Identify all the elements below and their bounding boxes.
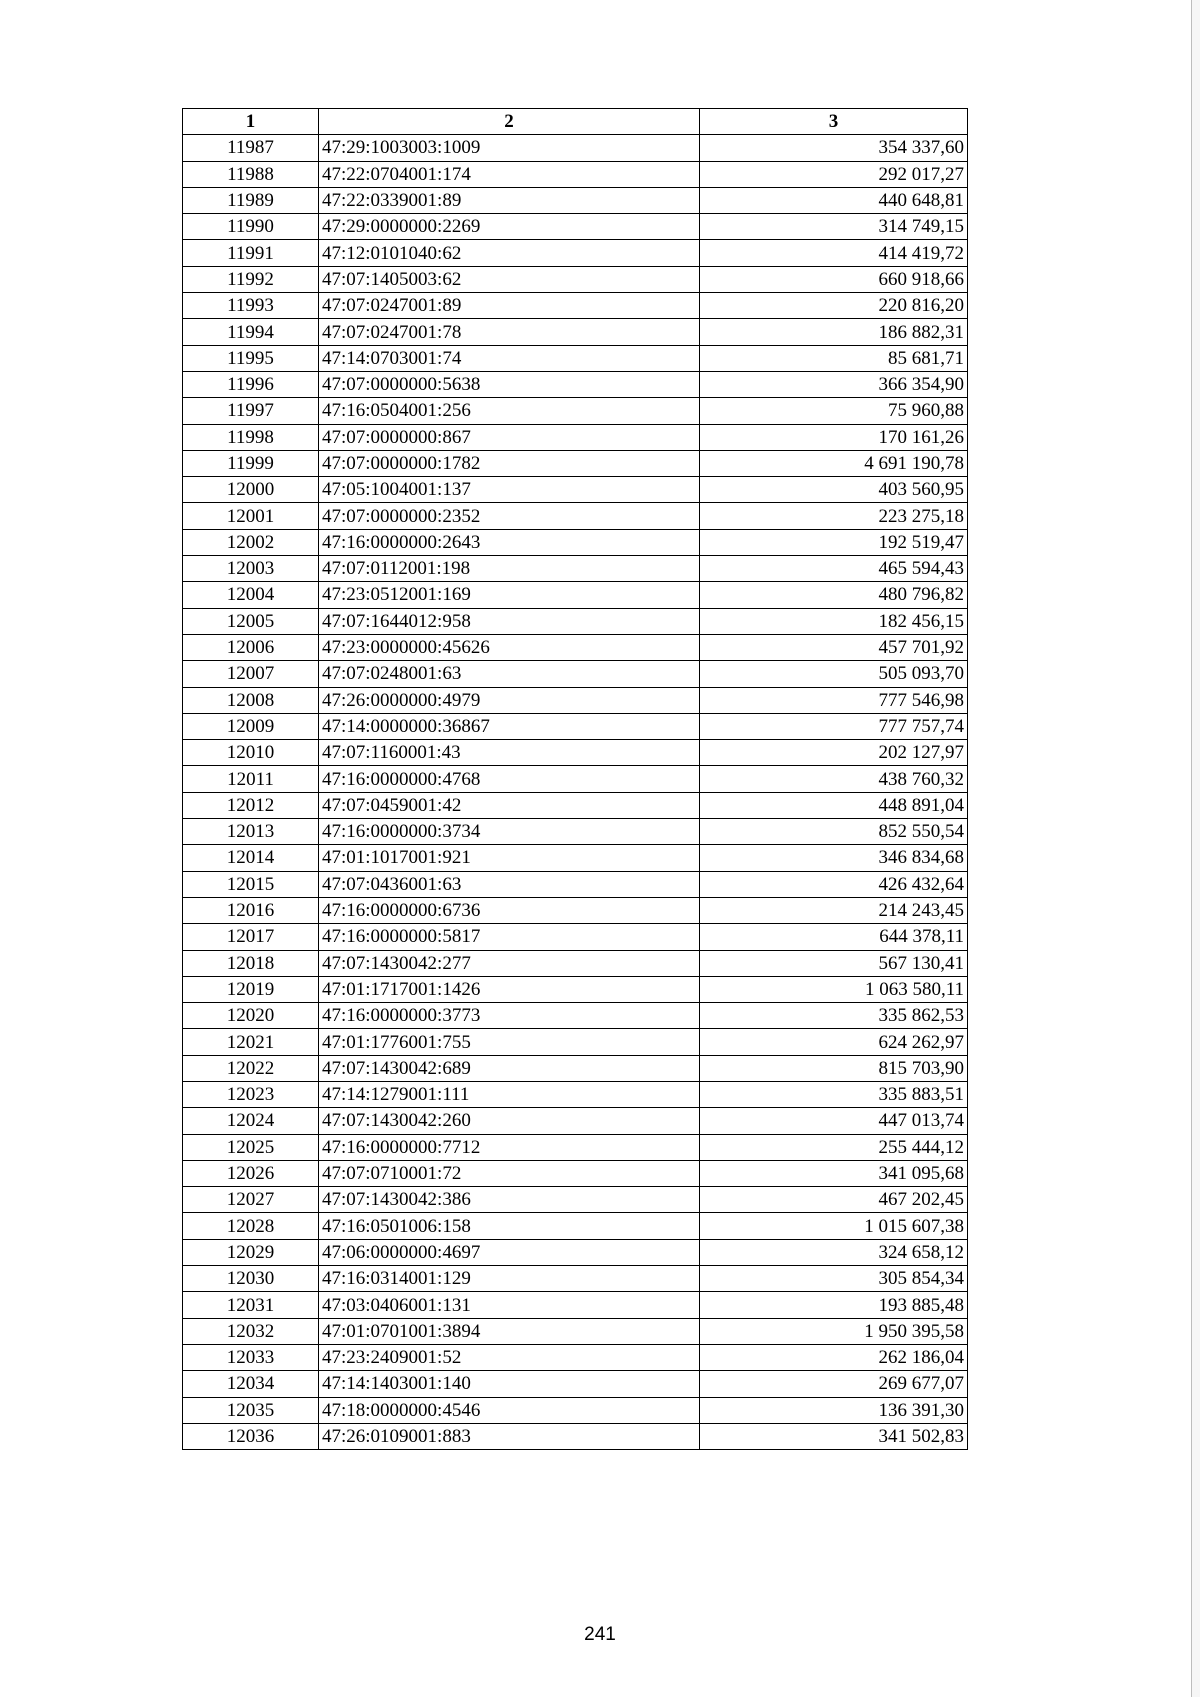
- row-number-cell: 11999: [183, 450, 319, 476]
- value-cell: 660 918,66: [700, 266, 968, 292]
- value-cell: 346 834,68: [700, 845, 968, 871]
- value-cell: 85 681,71: [700, 345, 968, 371]
- value-cell: 447 013,74: [700, 1108, 968, 1134]
- cadastral-number-cell: 47:12:0101040:62: [319, 240, 700, 266]
- cadastral-number-cell: 47:01:0701001:3894: [319, 1318, 700, 1344]
- table-row: [183, 214, 968, 240]
- cadastral-number-cell: 47:16:0000000:4768: [319, 766, 700, 792]
- table-row: [183, 1160, 968, 1186]
- cadastral-number-cell: 47:07:0248001:63: [319, 661, 700, 687]
- table-row: [183, 1318, 968, 1344]
- row-number-cell: 12032: [183, 1318, 319, 1344]
- value-cell: 335 862,53: [700, 1003, 968, 1029]
- value-cell: 438 760,32: [700, 766, 968, 792]
- row-number-cell: 12007: [183, 661, 319, 687]
- table-row: [183, 529, 968, 555]
- row-number-cell: 12001: [183, 503, 319, 529]
- value-cell: 624 262,97: [700, 1029, 968, 1055]
- table-row: [183, 1081, 968, 1107]
- table-header-row: [183, 109, 968, 135]
- row-number-cell: 12022: [183, 1055, 319, 1081]
- row-number-cell: 12019: [183, 976, 319, 1002]
- cadastral-number-cell: 47:07:0459001:42: [319, 792, 700, 818]
- value-cell: 852 550,54: [700, 819, 968, 845]
- value-cell: 214 243,45: [700, 897, 968, 923]
- cadastral-number-cell: 47:07:0000000:867: [319, 424, 700, 450]
- row-number-cell: 12017: [183, 924, 319, 950]
- value-cell: 354 337,60: [700, 135, 968, 161]
- row-number-cell: 12033: [183, 1344, 319, 1370]
- value-cell: 440 648,81: [700, 187, 968, 213]
- row-number-cell: 12013: [183, 819, 319, 845]
- row-number-cell: 11994: [183, 319, 319, 345]
- cadastral-number-cell: 47:16:0314001:129: [319, 1266, 700, 1292]
- cadastral-number-cell: 47:23:0000000:45626: [319, 634, 700, 660]
- cadastral-number-cell: 47:16:0000000:3773: [319, 1003, 700, 1029]
- table-row: [183, 1187, 968, 1213]
- cadastral-number-cell: 47:26:0109001:883: [319, 1423, 700, 1449]
- cadastral-number-cell: 47:16:0000000:5817: [319, 924, 700, 950]
- table-row: [183, 1344, 968, 1370]
- value-cell: 192 519,47: [700, 529, 968, 555]
- cadastral-number-cell: 47:07:1430042:260: [319, 1108, 700, 1134]
- table-row: [183, 1239, 968, 1265]
- cadastral-number-cell: 47:07:1430042:277: [319, 950, 700, 976]
- value-cell: 403 560,95: [700, 477, 968, 503]
- row-number-cell: 12018: [183, 950, 319, 976]
- table-row: [183, 976, 968, 1002]
- cadastral-number-cell: 47:16:0000000:7712: [319, 1134, 700, 1160]
- cadastral-number-cell: 47:14:0000000:36867: [319, 713, 700, 739]
- table-row: [183, 924, 968, 950]
- value-cell: 644 378,11: [700, 924, 968, 950]
- table-row: [183, 450, 968, 476]
- row-number-cell: 12000: [183, 477, 319, 503]
- value-cell: 305 854,34: [700, 1266, 968, 1292]
- value-cell: 815 703,90: [700, 1055, 968, 1081]
- cadastral-number-cell: 47:22:0704001:174: [319, 161, 700, 187]
- cadastral-number-cell: 47:07:1430042:689: [319, 1055, 700, 1081]
- cadastral-number-cell: 47:23:2409001:52: [319, 1344, 700, 1370]
- value-cell: 182 456,15: [700, 608, 968, 634]
- row-number-cell: 12034: [183, 1371, 319, 1397]
- table-row: [183, 398, 968, 424]
- value-cell: 1 063 580,11: [700, 976, 968, 1002]
- row-number-cell: 12016: [183, 897, 319, 923]
- table-row: [183, 1003, 968, 1029]
- table-row: [183, 1055, 968, 1081]
- row-number-cell: 12012: [183, 792, 319, 818]
- cadastral-table: [182, 108, 968, 1450]
- table-row: [183, 871, 968, 897]
- value-cell: 567 130,41: [700, 950, 968, 976]
- table-row: [183, 950, 968, 976]
- value-cell: 136 391,30: [700, 1397, 968, 1423]
- cadastral-number-cell: 47:07:0000000:1782: [319, 450, 700, 476]
- row-number-cell: 11992: [183, 266, 319, 292]
- value-cell: 324 658,12: [700, 1239, 968, 1265]
- row-number-cell: 12015: [183, 871, 319, 897]
- column-header-3: 3: [700, 109, 968, 135]
- cadastral-number-cell: 47:07:1644012:958: [319, 608, 700, 634]
- row-number-cell: 11998: [183, 424, 319, 450]
- row-number-cell: 12010: [183, 740, 319, 766]
- row-number-cell: 11993: [183, 293, 319, 319]
- cadastral-number-cell: 47:06:0000000:4697: [319, 1239, 700, 1265]
- value-cell: 777 757,74: [700, 713, 968, 739]
- value-cell: 457 701,92: [700, 634, 968, 660]
- cadastral-number-cell: 47:26:0000000:4979: [319, 687, 700, 713]
- cadastral-number-cell: 47:16:0000000:2643: [319, 529, 700, 555]
- row-number-cell: 12002: [183, 529, 319, 555]
- cadastral-number-cell: 47:07:0000000:2352: [319, 503, 700, 529]
- cadastral-number-cell: 47:01:1776001:755: [319, 1029, 700, 1055]
- table-row: [183, 1029, 968, 1055]
- table-row: [183, 766, 968, 792]
- value-cell: 292 017,27: [700, 161, 968, 187]
- page-number: 241: [584, 1624, 616, 1645]
- value-cell: 75 960,88: [700, 398, 968, 424]
- value-cell: 467 202,45: [700, 1187, 968, 1213]
- cadastral-number-cell: 47:03:0406001:131: [319, 1292, 700, 1318]
- column-header-2: 2: [319, 109, 700, 135]
- cadastral-number-cell: 47:07:1160001:43: [319, 740, 700, 766]
- value-cell: 170 161,26: [700, 424, 968, 450]
- table-row: [183, 1134, 968, 1160]
- row-number-cell: 12024: [183, 1108, 319, 1134]
- table-row: [183, 477, 968, 503]
- row-number-cell: 12023: [183, 1081, 319, 1107]
- table-row: [183, 319, 968, 345]
- value-cell: 366 354,90: [700, 371, 968, 397]
- table-row: [183, 897, 968, 923]
- table-row: [183, 161, 968, 187]
- row-number-cell: 12021: [183, 1029, 319, 1055]
- value-cell: 314 749,15: [700, 214, 968, 240]
- row-number-cell: 12026: [183, 1160, 319, 1186]
- row-number-cell: 12005: [183, 608, 319, 634]
- table-row: [183, 345, 968, 371]
- table-row: [183, 187, 968, 213]
- table-row: [183, 582, 968, 608]
- cadastral-number-cell: 47:16:0000000:6736: [319, 897, 700, 923]
- table-row: [183, 371, 968, 397]
- table-row: [183, 293, 968, 319]
- table-row: [183, 1213, 968, 1239]
- row-number-cell: 12030: [183, 1266, 319, 1292]
- row-number-cell: 12014: [183, 845, 319, 871]
- row-number-cell: 11997: [183, 398, 319, 424]
- table-row: [183, 713, 968, 739]
- row-number-cell: 12011: [183, 766, 319, 792]
- value-cell: 341 502,83: [700, 1423, 968, 1449]
- value-cell: 1 015 607,38: [700, 1213, 968, 1239]
- cadastral-number-cell: 47:14:1403001:140: [319, 1371, 700, 1397]
- table-row: [183, 608, 968, 634]
- value-cell: 186 882,31: [700, 319, 968, 345]
- row-number-cell: 11995: [183, 345, 319, 371]
- row-number-cell: 11990: [183, 214, 319, 240]
- row-number-cell: 11996: [183, 371, 319, 397]
- cadastral-number-cell: 47:16:0000000:3734: [319, 819, 700, 845]
- table-row: [183, 1292, 968, 1318]
- cadastral-number-cell: 47:01:1017001:921: [319, 845, 700, 871]
- value-cell: 465 594,43: [700, 556, 968, 582]
- row-number-cell: 11991: [183, 240, 319, 266]
- value-cell: 220 816,20: [700, 293, 968, 319]
- table-row: [183, 424, 968, 450]
- cadastral-number-cell: 47:29:0000000:2269: [319, 214, 700, 240]
- row-number-cell: 12027: [183, 1187, 319, 1213]
- cadastral-number-cell: 47:14:0703001:74: [319, 345, 700, 371]
- value-cell: 1 950 395,58: [700, 1318, 968, 1344]
- row-number-cell: 11987: [183, 135, 319, 161]
- table-row: [183, 792, 968, 818]
- value-cell: 426 432,64: [700, 871, 968, 897]
- cadastral-number-cell: 47:18:0000000:4546: [319, 1397, 700, 1423]
- table-row: [183, 687, 968, 713]
- table-row: [183, 1371, 968, 1397]
- table-row: [183, 1423, 968, 1449]
- row-number-cell: 12025: [183, 1134, 319, 1160]
- cadastral-number-cell: 47:29:1003003:1009: [319, 135, 700, 161]
- value-cell: 335 883,51: [700, 1081, 968, 1107]
- cadastral-number-cell: 47:07:1430042:386: [319, 1187, 700, 1213]
- column-header-1: 1: [183, 109, 319, 135]
- table-body: [183, 135, 968, 1450]
- cadastral-number-cell: 47:07:0247001:89: [319, 293, 700, 319]
- row-number-cell: 12028: [183, 1213, 319, 1239]
- table-row: [183, 1397, 968, 1423]
- value-cell: 255 444,12: [700, 1134, 968, 1160]
- value-cell: 341 095,68: [700, 1160, 968, 1186]
- cadastral-number-cell: 47:01:1717001:1426: [319, 976, 700, 1002]
- cadastral-number-cell: 47:07:0000000:5638: [319, 371, 700, 397]
- table-row: [183, 661, 968, 687]
- cadastral-number-cell: 47:23:0512001:169: [319, 582, 700, 608]
- cadastral-number-cell: 47:07:0710001:72: [319, 1160, 700, 1186]
- table-row: [183, 240, 968, 266]
- cadastral-number-cell: 47:16:0501006:158: [319, 1213, 700, 1239]
- table-row: [183, 819, 968, 845]
- value-cell: 193 885,48: [700, 1292, 968, 1318]
- value-cell: 480 796,82: [700, 582, 968, 608]
- table-row: [183, 266, 968, 292]
- cadastral-number-cell: 47:22:0339001:89: [319, 187, 700, 213]
- row-number-cell: 12029: [183, 1239, 319, 1265]
- table-row: [183, 740, 968, 766]
- table-row: [183, 1266, 968, 1292]
- cadastral-number-cell: 47:16:0504001:256: [319, 398, 700, 424]
- row-number-cell: 12006: [183, 634, 319, 660]
- cadastral-number-cell: 47:07:0112001:198: [319, 556, 700, 582]
- table-row: [183, 135, 968, 161]
- row-number-cell: 12009: [183, 713, 319, 739]
- table-row: [183, 503, 968, 529]
- row-number-cell: 11988: [183, 161, 319, 187]
- page-edge: [1191, 0, 1200, 1697]
- row-number-cell: 12003: [183, 556, 319, 582]
- row-number-cell: 12031: [183, 1292, 319, 1318]
- table-row: [183, 556, 968, 582]
- value-cell: 414 419,72: [700, 240, 968, 266]
- value-cell: 777 546,98: [700, 687, 968, 713]
- row-number-cell: 12004: [183, 582, 319, 608]
- value-cell: 269 677,07: [700, 1371, 968, 1397]
- row-number-cell: 12008: [183, 687, 319, 713]
- row-number-cell: 12036: [183, 1423, 319, 1449]
- table-row: [183, 845, 968, 871]
- cadastral-number-cell: 47:07:0247001:78: [319, 319, 700, 345]
- cadastral-number-cell: 47:07:1405003:62: [319, 266, 700, 292]
- cadastral-number-cell: 47:14:1279001:111: [319, 1081, 700, 1107]
- row-number-cell: 12020: [183, 1003, 319, 1029]
- row-number-cell: 11989: [183, 187, 319, 213]
- value-cell: 223 275,18: [700, 503, 968, 529]
- cadastral-number-cell: 47:05:1004001:137: [319, 477, 700, 503]
- value-cell: 448 891,04: [700, 792, 968, 818]
- value-cell: 505 093,70: [700, 661, 968, 687]
- value-cell: 202 127,97: [700, 740, 968, 766]
- table-row: [183, 634, 968, 660]
- cadastral-number-cell: 47:07:0436001:63: [319, 871, 700, 897]
- value-cell: 4 691 190,78: [700, 450, 968, 476]
- value-cell: 262 186,04: [700, 1344, 968, 1370]
- row-number-cell: 12035: [183, 1397, 319, 1423]
- table-row: [183, 1108, 968, 1134]
